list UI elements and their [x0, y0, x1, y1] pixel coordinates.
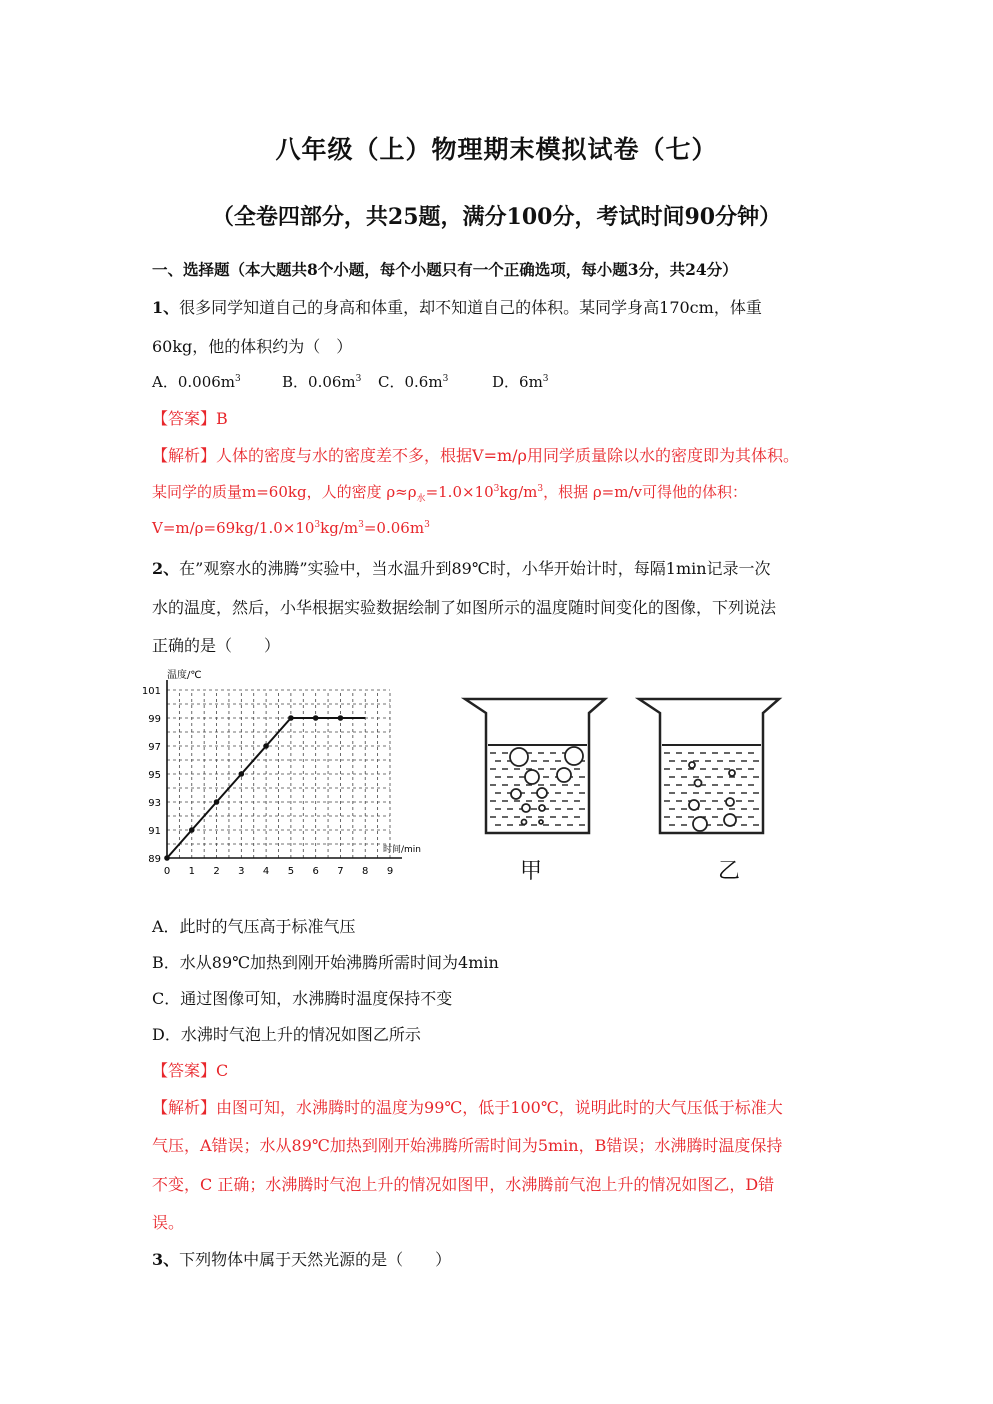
- x-tick-label: 4: [262, 866, 270, 877]
- x-tick-label: 9: [386, 866, 394, 877]
- y-tick-label: 99: [148, 714, 161, 725]
- q2-explanation-line4: 误。: [152, 1213, 185, 1232]
- q2-option-c: C．通过图像可知，水沸腾时温度保持不变: [152, 989, 453, 1008]
- q2-explanation-line3: 不变，C 正确；水沸腾时气泡上升的情况如图甲，水沸腾前气泡上升的情况如图乙，D错: [152, 1175, 775, 1194]
- x-tick-label: 1: [188, 866, 195, 877]
- page-title: 八年级（上）物理期末模拟试卷（七）: [275, 135, 718, 164]
- data-point: [189, 827, 195, 833]
- y-tick-label: 101: [141, 686, 161, 697]
- data-point: [338, 715, 344, 721]
- chart-xlabel: 时间/min: [383, 845, 422, 855]
- q1-explanation-line2: 某同学的质量m=60kg，人的密度 $\rho\approx\rho_水=1.0\times 10^3kg/m^3$，根据 ρ=m/v可得他的体积：: [152, 483, 748, 504]
- q2-answer: 【答案】C: [152, 1061, 229, 1080]
- page-subtitle: （全卷四部分，共25题，满分100分，考试时间90分钟）: [211, 204, 782, 230]
- section-heading: 一、选择题（本大题共8个小题，每个小题只有一个正确选项，每小题3分，共24分）: [152, 260, 738, 279]
- x-tick-label: 0: [163, 866, 171, 877]
- q3-stem-line1: 3、下列物体中属于天然光源的是（ ）: [152, 1250, 452, 1269]
- data-point: [288, 715, 294, 721]
- q1-answer: 【答案】B: [152, 409, 228, 428]
- x-tick-label: 5: [287, 866, 295, 877]
- label-yi: 乙: [718, 859, 741, 884]
- x-tick-label: 3: [238, 866, 245, 877]
- label-jia: 甲: [520, 859, 543, 884]
- q2-stem-line1: 2、在”观察水的沸腾”实验中，当水温升到89℃时，小华开始计时，每隔1min记录一次: [152, 559, 771, 578]
- q2-option-a: A．此时的气压高于标准气压: [152, 917, 356, 936]
- q2-explanation-line1: 【解析】由图可知，水沸腾时的温度为99℃，低于100℃，说明此时的大气压低于标准大: [152, 1098, 783, 1117]
- y-tick-label: 89: [148, 854, 161, 865]
- chart-axes: [167, 680, 402, 858]
- bubbles-yi: [689, 762, 736, 831]
- q2-stem-line3: 正确的是（ ）: [152, 636, 281, 655]
- q1-explanation-line3: $V=m/\rho=69kg/1.0\times 10^3kg/m^3=0.06m^3$: [152, 519, 430, 537]
- temperature-time-chart: [141, 660, 422, 880]
- q1-stem-line2: 60kg，他的体积约为（ ）: [152, 337, 353, 356]
- q2-option-d: D．水沸时气泡上升的情况如图乙所示: [152, 1025, 421, 1044]
- chart-ylabel: 温度/℃: [167, 670, 202, 681]
- q1-explanation-line1: 【解析】人体的密度与水的密度差不多，根据V=m/ρ用同学质量除以水的密度即为其体积。: [152, 446, 799, 465]
- x-tick-label: 2: [213, 866, 220, 877]
- q1-options: A．$0.006m^3$ B．$0.06m^3$ C．$0.6m^3$ D．$6m^3$: [152, 373, 549, 391]
- x-tick-label: 7: [337, 866, 344, 877]
- y-tick-label: 91: [148, 826, 161, 837]
- data-point: [263, 743, 269, 749]
- beaker-yi: [636, 695, 781, 845]
- q1-stem-line1: 1、很多同学知道自己的身高和体重，却不知道自己的体积。某同学身高170cm，体重: [152, 298, 762, 317]
- q2-option-b: B．水从89℃加热到刚开始沸腾所需时间为4min: [152, 953, 499, 972]
- q2-stem-line2: 水的温度，然后，小华根据实验数据绘制了如图所示的温度随时间变化的图像，下列说法: [152, 598, 777, 617]
- x-tick-label: 8: [362, 866, 369, 877]
- q2-explanation-line2: 气压，A错误；水从89℃加热到刚开始沸腾所需时间为5min，B错误；水沸腾时温度保持: [152, 1136, 783, 1155]
- data-point: [239, 771, 245, 777]
- data-point: [214, 799, 220, 805]
- bubbles-jia: [510, 747, 583, 825]
- chart-grid: [167, 690, 390, 858]
- y-tick-label: 97: [148, 742, 161, 753]
- y-tick-label: 95: [148, 770, 161, 781]
- beaker-jia: [462, 695, 607, 845]
- x-tick-label: 6: [312, 866, 319, 877]
- data-point: [313, 715, 319, 721]
- chart-ticks: [142, 686, 393, 877]
- y-tick-label: 93: [148, 798, 161, 809]
- data-point: [164, 855, 170, 861]
